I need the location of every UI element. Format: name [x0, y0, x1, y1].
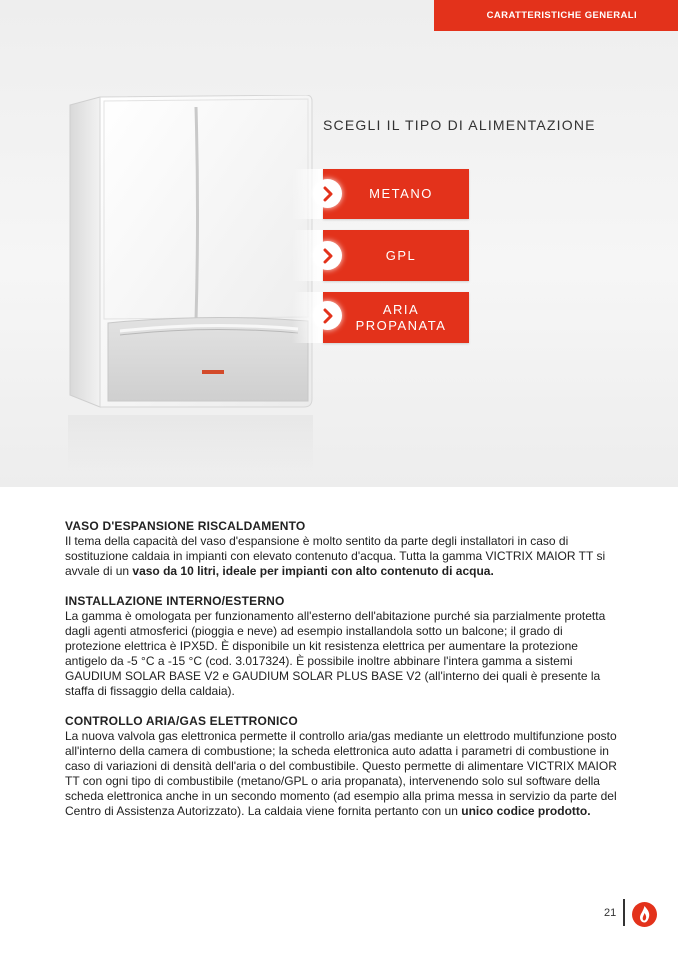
section-paragraph [65, 534, 620, 579]
fuel-option-label: GPL [385, 247, 417, 263]
section-title: CARATTERISTICHE GENERALI [486, 10, 637, 21]
section-paragraph [65, 729, 620, 819]
flame-logo-icon [631, 901, 658, 928]
chevron-right-icon[interactable] [313, 179, 342, 208]
fuel-selector-title: SCEGLI IL TIPO DI ALIMENTAZIONE [323, 117, 596, 133]
fuel-option-gpl[interactable] [323, 230, 469, 281]
paragraph-text: Il tema della capacità del vaso d'espansione è molto sentito da parte degli installatori in caso di sostituzione caldaia in impianti con elevato contenuto d'acqua. Tutta la gamma VICTRIX MAIOR TT si avvale di un [65, 534, 606, 578]
fuel-option-label-line1: ARIA [382, 301, 420, 317]
fuel-option-metano[interactable] [323, 169, 469, 219]
fuel-option-label-line2: PROPANATA [355, 317, 447, 333]
section-heading: INSTALLAZIONE INTERNO/ESTERNO [65, 594, 285, 608]
fuel-option-aria-propanata[interactable] [323, 292, 469, 343]
fuel-option-label: METANO [369, 186, 433, 201]
section-heading: VASO D'ESPANSIONE RISCALDAMENTO [65, 519, 306, 533]
section-paragraph [65, 609, 620, 699]
chevron-right-icon[interactable] [313, 241, 342, 270]
chevron-right-icon[interactable] [313, 301, 342, 330]
paragraph-text: La nuova valvola gas elettronica permette il controllo aria/gas mediante un elettrodo multifunzione posto all'interno della camera di combustione; la scheda elettronica auto adatta i parametri di combustione in caso di variazioni di densità dell'aria o del combustibile. Questo permette di alimentare VICTRIX MAIOR TT con ogni tipo di combustibile (metano/GPL o aria propanata), intervenendo solo sul software della scheda elettronica anche in un secondo momento (ad esempio alla prima messa in servizio da parte del Centro di Assistenza Autorizzato). La caldaia viene fornita pertanto con un [65, 729, 617, 818]
section-heading: CONTROLLO ARIA/GAS ELETTRONICO [65, 714, 298, 728]
boiler-reflection [68, 415, 313, 485]
paragraph-bold: unico codice prodotto. [461, 804, 591, 818]
body-text [65, 519, 620, 834]
footer-divider [623, 899, 625, 926]
page-number: 21 [604, 907, 617, 919]
paragraph-text: La gamma è omologata per funzionamento all'esterno dell'abitazione purché sia parzialmente protetta dagli agenti atmosferici (pioggia e neve) ad esempio installandola sotto un balcone; il grado di protezione elettrica è IPX5D. È disponibile un kit resistenza elettrica per aumentare la protezione antigelo da -5 °C a -15 °C (cod. 3.017324). È possibile inoltre abbinare l'intera gamma a sistemi GAUDIUM SOLAR BASE V2 e GAUDIUM SOLAR PLUS BASE V2 (all'interno dei quali è presente la staffa di fissaggio della caldaia). [65, 609, 606, 698]
boiler-image [68, 95, 313, 413]
paragraph-bold: vaso da 10 litri, ideale per impianti con alto contenuto di acqua. [132, 564, 494, 578]
section-tab [434, 0, 678, 31]
